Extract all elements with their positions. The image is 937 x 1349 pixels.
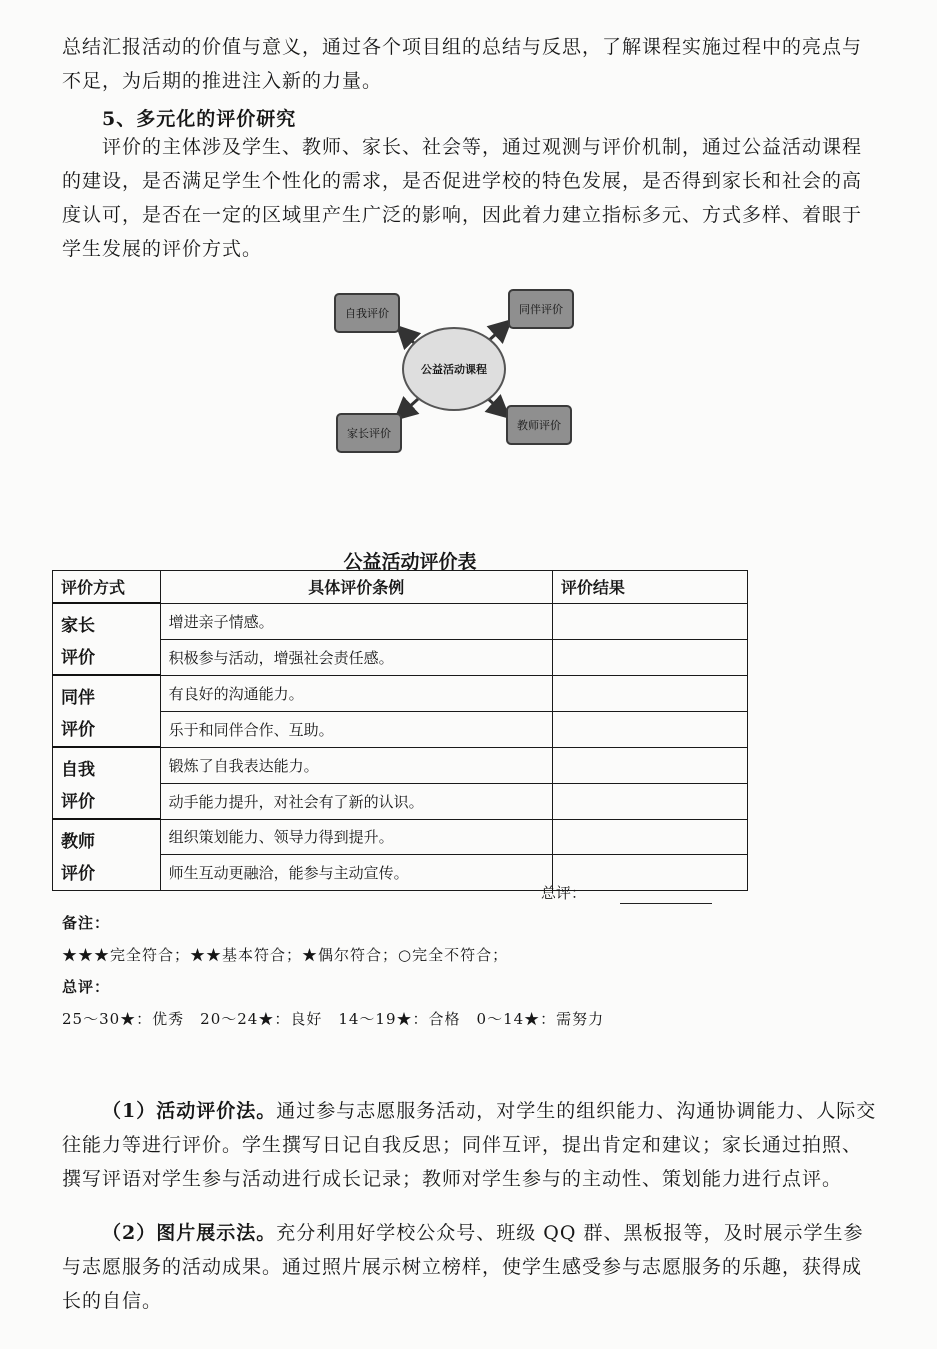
table-header-row bbox=[53, 571, 748, 604]
header-method: 评价方式 bbox=[53, 571, 161, 604]
rating-legend: ★★★完全符合；★★基本符合；★偶尔符合；○完全不符合； bbox=[62, 946, 509, 964]
section-heading: 5、多元化的评价研究 bbox=[102, 108, 297, 130]
table-row bbox=[53, 819, 748, 855]
result-cell bbox=[552, 783, 747, 819]
diagram-node-peer: 同伴评价 bbox=[508, 289, 574, 329]
method1-text: 通过参与志愿服务活动，对学生的组织能力、沟通协调能力、人际交往能力等进行评价。学生撰写日记自我反思；同伴互评，提出肯定和建议；家长通过拍照、撰写评语对学生参与活动进行成长记录；教师对学生参与的主动性、策划能力进行点评。 bbox=[62, 1100, 877, 1190]
item-cell: 有良好的沟通能力。 bbox=[160, 675, 552, 711]
result-cell bbox=[552, 819, 747, 855]
item-cell: 乐于和同伴合作、互助。 bbox=[160, 711, 552, 747]
item-cell: 动手能力提升，对社会有了新的认识。 bbox=[160, 783, 552, 819]
total-label: 总评： bbox=[62, 978, 111, 996]
method-label-top: 家长 bbox=[61, 616, 95, 636]
header-result: 评价结果 bbox=[552, 571, 747, 604]
item-cell: 锻炼了自我表达能力。 bbox=[160, 747, 552, 783]
intro-paragraph: 总结汇报活动的价值与意义，通过各个项目组的总结与反思，了解课程实施过程中的亮点与不足，为后期的推进注入新的力量。 bbox=[62, 36, 863, 92]
method1-paragraph bbox=[62, 1094, 880, 1196]
header-items: 具体评价条例 bbox=[160, 571, 552, 604]
method-label-bottom: 评价 bbox=[61, 792, 95, 812]
method-label-bottom: 评价 bbox=[61, 720, 95, 740]
method-cell bbox=[53, 819, 161, 891]
result-cell bbox=[552, 675, 747, 711]
diagram-node-parent: 家长评价 bbox=[336, 413, 402, 453]
table-row bbox=[53, 747, 748, 783]
method1-title: （1）活动评价法。 bbox=[102, 1100, 277, 1122]
table-title: 公益活动评价表 bbox=[343, 551, 477, 573]
evaluation-diagram bbox=[330, 285, 585, 455]
item-cell: 积极参与活动，增强社会责任感。 bbox=[160, 639, 552, 675]
table-row bbox=[53, 603, 748, 639]
diagram-node-teacher: 教师评价 bbox=[506, 405, 572, 445]
method2-title: （2）图片展示法。 bbox=[102, 1222, 277, 1244]
table-total-blank bbox=[620, 903, 712, 904]
method2-text: 充分利用好学校公众号、班级 QQ 群、黑板报等，及时展示学生参与志愿服务的活动成果。通过照片展示树立榜样，使学生感受参与志愿服务的乐趣，获得成长的自信。 bbox=[62, 1222, 864, 1312]
method-label-top: 自我 bbox=[61, 760, 95, 780]
section-paragraph: 评价的主体涉及学生、教师、家长、社会等，通过观测与评价机制，通过公益活动课程的建设，是否满足学生个性化的需求，是否促进学校的特色发展，是否得到家长和社会的高度认可，是否在一定的区域里产生广泛的影响，因此着力建立指标多元、方式多样、着眼于学生发展的评价方式。 bbox=[62, 136, 863, 260]
item-cell: 组织策划能力、领导力得到提升。 bbox=[160, 819, 552, 855]
method-label-bottom: 评价 bbox=[61, 864, 95, 884]
diagram-node-self: 自我评价 bbox=[334, 293, 400, 333]
method-label-top: 同伴 bbox=[61, 688, 95, 708]
method2-paragraph bbox=[62, 1216, 880, 1318]
result-cell bbox=[552, 747, 747, 783]
item-cell: 增进亲子情感。 bbox=[160, 603, 552, 639]
method-label-bottom: 评价 bbox=[61, 648, 95, 668]
remark-label: 备注： bbox=[62, 914, 111, 932]
result-cell bbox=[552, 603, 747, 639]
method-cell bbox=[53, 747, 161, 819]
method-cell bbox=[53, 675, 161, 747]
table-total-label: 总评： bbox=[541, 884, 587, 902]
result-cell bbox=[552, 639, 747, 675]
result-cell bbox=[552, 711, 747, 747]
diagram-center-node: 公益活动课程 bbox=[402, 327, 506, 411]
method-label-top: 教师 bbox=[61, 832, 95, 852]
table-row bbox=[53, 675, 748, 711]
evaluation-table bbox=[52, 570, 748, 891]
item-cell: 师生互动更融洽，能参与主动宣传。 bbox=[160, 855, 552, 891]
total-scale: 25～30★：优秀 20～24★：良好 14～19★：合格 0～14★：需努力 bbox=[62, 1010, 605, 1028]
method-cell bbox=[53, 603, 161, 675]
